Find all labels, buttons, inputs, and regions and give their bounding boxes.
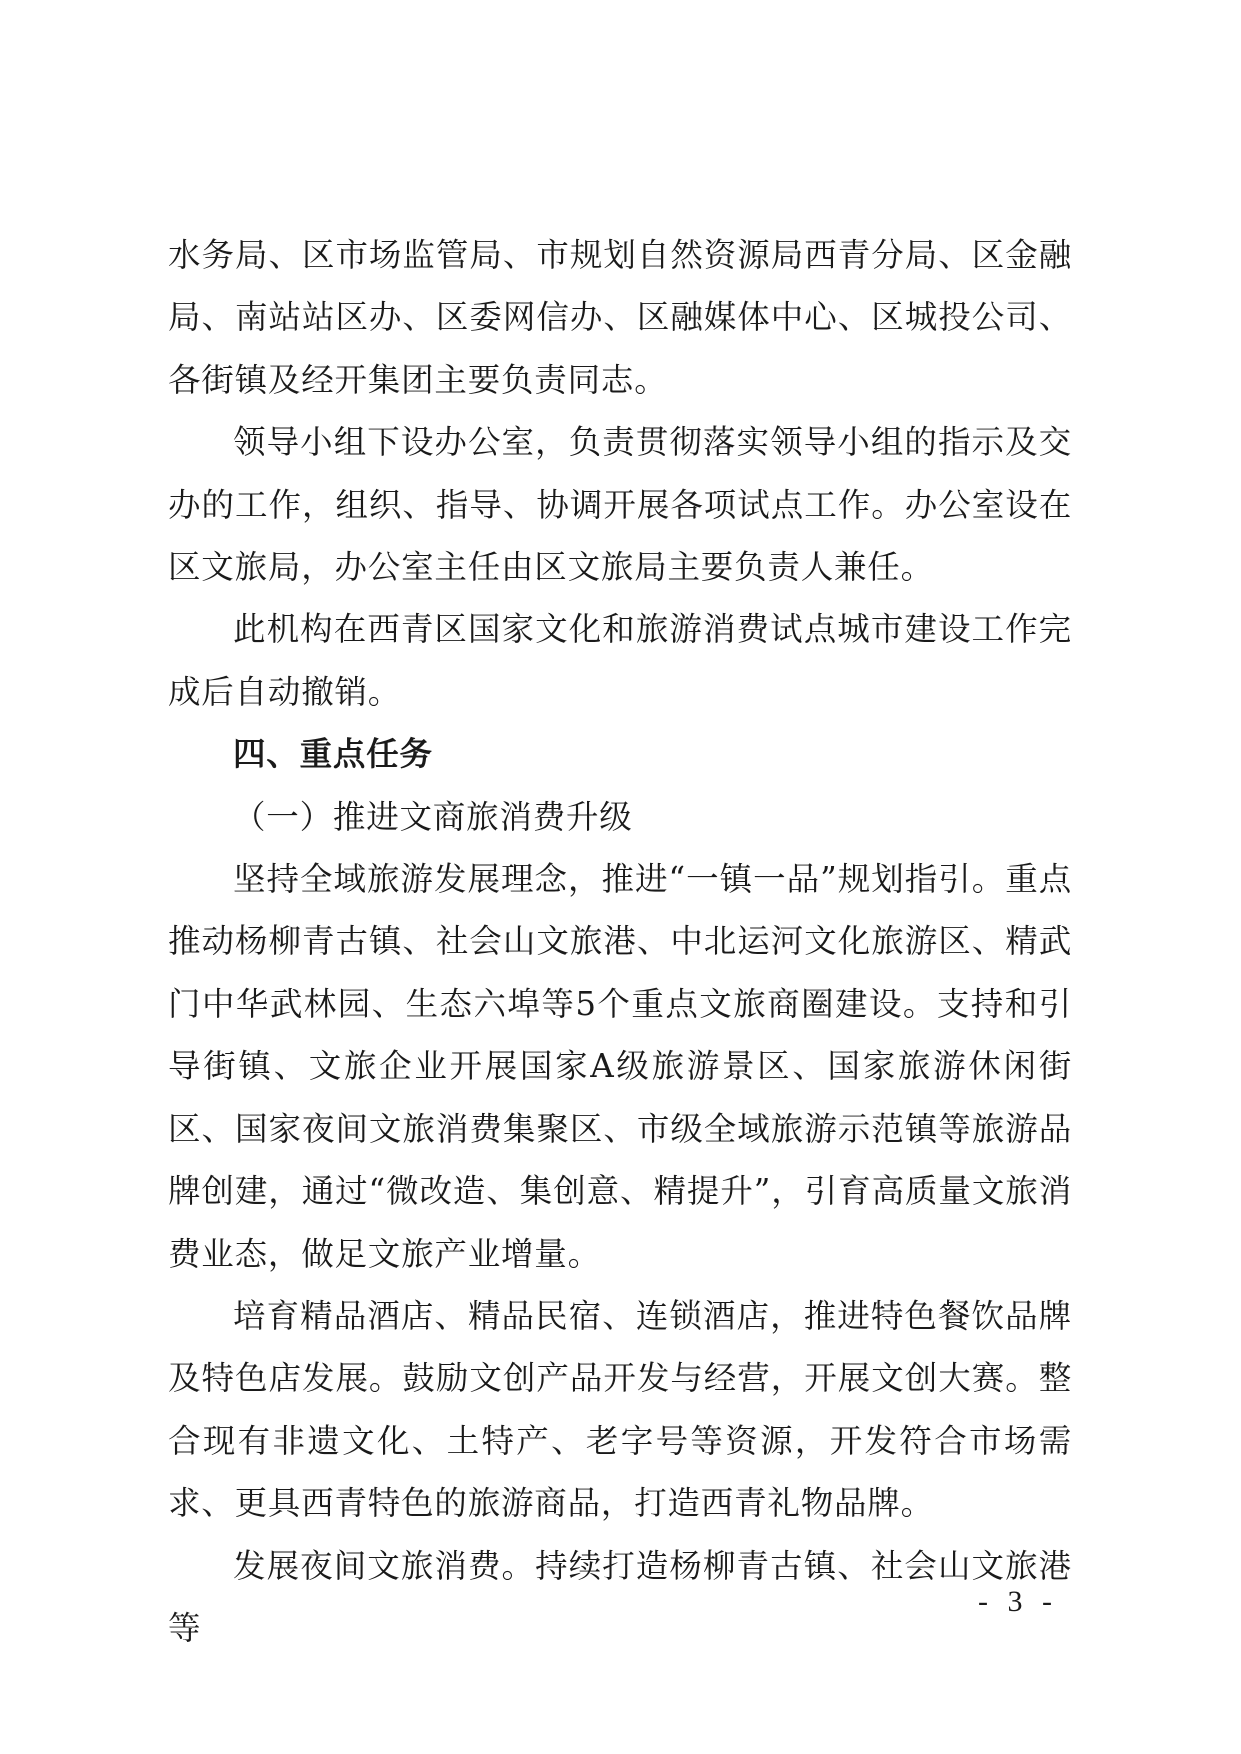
paragraph-tourism-development: 坚持全域旅游发展理念，推进“一镇一品”规划指引。重点推动杨柳青古镇、社会山文旅港、中北运河文化旅游区、精武门中华武林园、生态六埠等5个重点文旅商圈建设。支持和引导街镇、文旅企业开展国家A级旅游景区、国家旅游休闲街区、国家夜间文旅消费集聚区、市级全域旅游示范镇等旅游品牌创建，通过“微改造、集创意、精提升”，引育高质量文旅消费业态，做足文旅产业增量。 <box>168 860 1072 1273</box>
section-heading-key-tasks: 四、重点任务 <box>233 735 433 774</box>
document-body <box>168 224 1072 1659</box>
paragraph-hotels-products: 培育精品酒店、精品民宿、连锁酒店，推进特色餐饮品牌及特色店发展。鼓励文创产品开发与经营，开展文创大赛。整合现有非遗文化、土特产、老字号等资源，开发符合市场需求、更具西青特色的旅游商品，打造西青礼物品牌。 <box>168 1296 1072 1523</box>
paragraph-night-consumption: 发展夜间文旅消费。持续打造杨柳青古镇、社会山文旅港等 <box>168 1546 1072 1647</box>
page-number: - 3 - <box>978 1585 1058 1618</box>
paragraph-office: 领导小组下设办公室，负责贯彻落实领导小组的指示及交办的工作，组织、指导、协调开展各项试点工作。办公室设在区文旅局，办公室主任由区文旅局主要负责人兼任。 <box>168 423 1072 587</box>
paragraph-dissolution: 此机构在西青区国家文化和旅游消费试点城市建设工作完成后自动撤销。 <box>168 610 1072 711</box>
paragraph-members-continued: 水务局、区市场监管局、市规划自然资源局西青分局、区金融局、南站站区办、区委网信办、区融媒体中心、区城投公司、各街镇及经开集团主要负责同志。 <box>168 236 1072 399</box>
subsection-heading-consumption-upgrade: （一）推进文商旅消费升级 <box>233 797 633 836</box>
